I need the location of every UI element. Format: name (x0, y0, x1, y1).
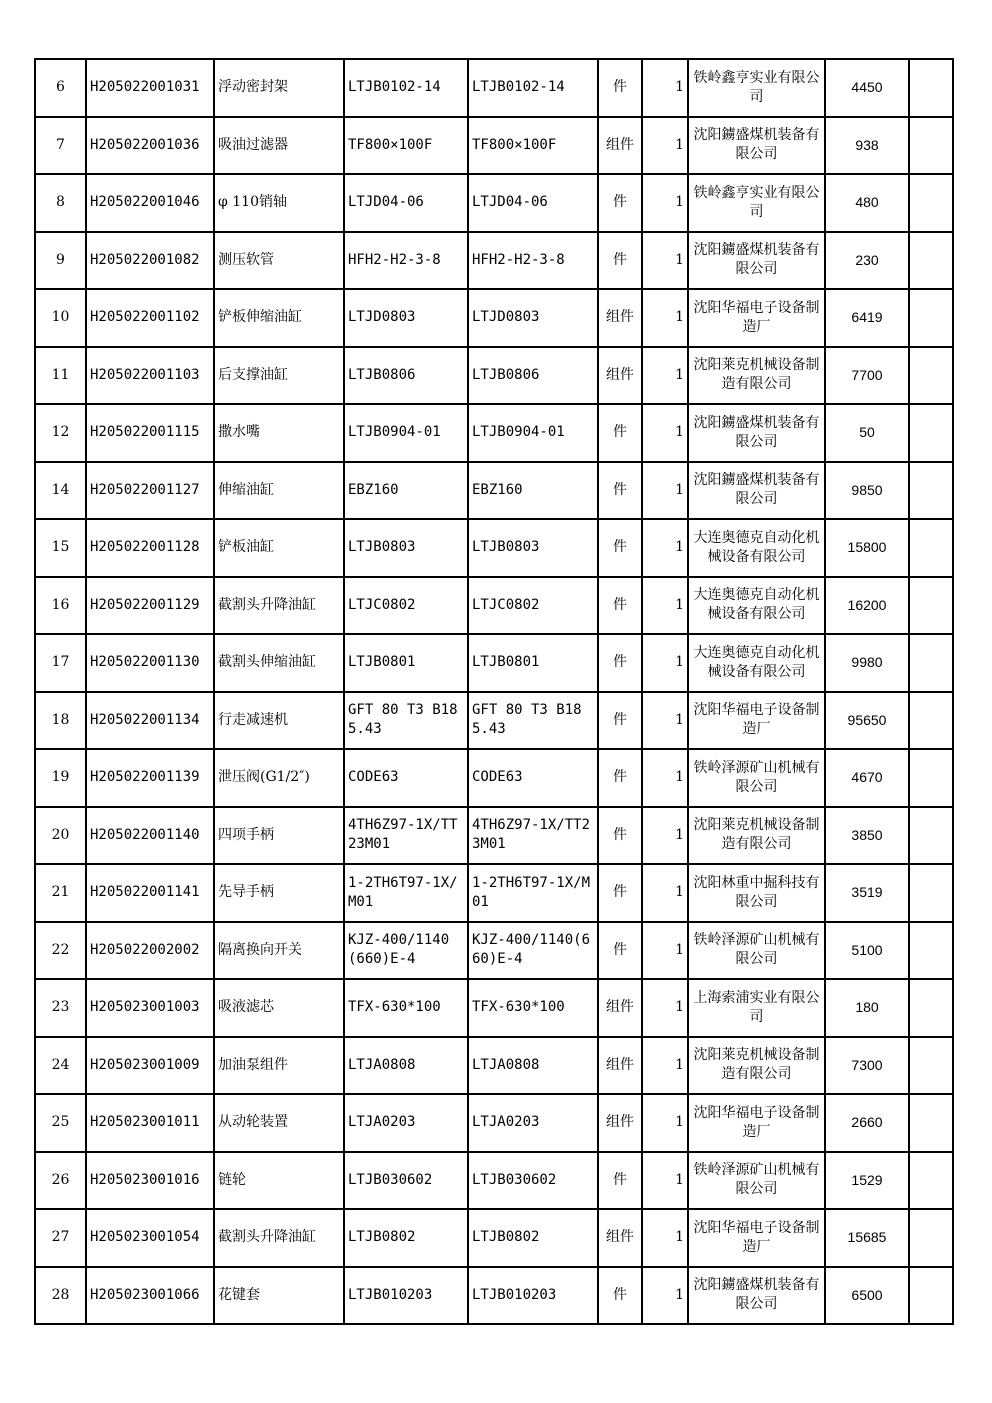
cell-supplier: 沈阳华福电子设备制造厂 (688, 1094, 825, 1152)
cell-remark (909, 117, 953, 175)
cell-remark (909, 864, 953, 922)
cell-quantity: 1 (642, 692, 688, 750)
cell-material-code: H205022001103 (86, 347, 214, 405)
cell-supplier: 铁岭鑫亨实业有限公司 (688, 174, 825, 232)
cell-spec-model: LTJB010203 (344, 1267, 468, 1325)
table-row (35, 979, 953, 1037)
table-row (35, 1267, 953, 1325)
cell-unit-price: 15685 (825, 1209, 909, 1267)
table-row (35, 347, 953, 405)
cell-spec-model: LTJB0803 (344, 519, 468, 577)
cell-part-name: 从动轮装置 (214, 1094, 344, 1152)
cell-material-code: H205022001031 (86, 59, 214, 117)
cell-remark (909, 1267, 953, 1325)
cell-part-name: 吸油过滤器 (214, 117, 344, 175)
cell-material-code: H205022001130 (86, 634, 214, 692)
cell-drawing-number: LTJD0803 (468, 289, 598, 347)
cell-drawing-number: HFH2-H2-3-8 (468, 232, 598, 290)
cell-row-number: 10 (35, 289, 86, 347)
cell-material-code: H205022001141 (86, 864, 214, 922)
cell-material-code: H205022001127 (86, 462, 214, 520)
table-row (35, 232, 953, 290)
cell-drawing-number: LTJA0203 (468, 1094, 598, 1152)
cell-supplier: 沈阳莱克机械设备制造有限公司 (688, 347, 825, 405)
cell-drawing-number: 4TH6Z97-1X/TT23M01 (468, 807, 598, 865)
cell-supplier: 铁岭泽源矿山机械有限公司 (688, 1152, 825, 1210)
cell-unit: 组件 (598, 289, 642, 347)
cell-supplier: 大连奥德克自动化机械设备有限公司 (688, 519, 825, 577)
cell-quantity: 1 (642, 634, 688, 692)
cell-unit-price: 230 (825, 232, 909, 290)
cell-part-name: 截割头伸缩油缸 (214, 634, 344, 692)
cell-drawing-number: LTJB030602 (468, 1152, 598, 1210)
cell-unit: 件 (598, 692, 642, 750)
cell-unit: 件 (598, 59, 642, 117)
cell-quantity: 1 (642, 807, 688, 865)
cell-spec-model: CODE63 (344, 749, 468, 807)
cell-quantity: 1 (642, 922, 688, 980)
parts-table (34, 58, 954, 1325)
cell-unit: 组件 (598, 979, 642, 1037)
cell-row-number: 8 (35, 174, 86, 232)
cell-part-name: 铲板伸缩油缸 (214, 289, 344, 347)
table-row (35, 174, 953, 232)
cell-supplier: 大连奥德克自动化机械设备有限公司 (688, 577, 825, 635)
cell-drawing-number: EBZ160 (468, 462, 598, 520)
cell-spec-model: LTJC0802 (344, 577, 468, 635)
cell-remark (909, 1094, 953, 1152)
cell-unit-price: 5100 (825, 922, 909, 980)
cell-spec-model: LTJB0801 (344, 634, 468, 692)
cell-row-number: 11 (35, 347, 86, 405)
cell-drawing-number: GFT 80 T3 B185.43 (468, 692, 598, 750)
cell-material-code: H205022001115 (86, 404, 214, 462)
cell-part-name: 隔离换向开关 (214, 922, 344, 980)
cell-supplier: 沈阳林重中掘科技有限公司 (688, 864, 825, 922)
cell-quantity: 1 (642, 519, 688, 577)
cell-unit: 件 (598, 634, 642, 692)
cell-quantity: 1 (642, 749, 688, 807)
table-row (35, 462, 953, 520)
cell-supplier: 沈阳鐪盛煤机装备有限公司 (688, 404, 825, 462)
cell-supplier: 沈阳华福电子设备制造厂 (688, 1209, 825, 1267)
cell-material-code: H205023001066 (86, 1267, 214, 1325)
cell-part-name: 花键套 (214, 1267, 344, 1325)
cell-material-code: H205022001140 (86, 807, 214, 865)
cell-part-name: 测压软管 (214, 232, 344, 290)
cell-material-code: H205022001134 (86, 692, 214, 750)
cell-part-name: 撒水嘴 (214, 404, 344, 462)
cell-row-number: 9 (35, 232, 86, 290)
table-row (35, 404, 953, 462)
cell-unit: 组件 (598, 117, 642, 175)
cell-drawing-number: LTJB0801 (468, 634, 598, 692)
table-row (35, 289, 953, 347)
cell-part-name: 后支撑油缸 (214, 347, 344, 405)
cell-material-code: H205022001036 (86, 117, 214, 175)
cell-spec-model: LTJB030602 (344, 1152, 468, 1210)
cell-remark (909, 922, 953, 980)
cell-unit: 组件 (598, 1209, 642, 1267)
cell-supplier: 沈阳莱克机械设备制造有限公司 (688, 807, 825, 865)
cell-unit-price: 7700 (825, 347, 909, 405)
cell-spec-model: 4TH6Z97-1X/TT23M01 (344, 807, 468, 865)
cell-spec-model: LTJD0803 (344, 289, 468, 347)
table-row (35, 1152, 953, 1210)
cell-part-name: 泄压阀(G1/2″) (214, 749, 344, 807)
cell-supplier: 沈阳鐪盛煤机装备有限公司 (688, 462, 825, 520)
cell-remark (909, 289, 953, 347)
cell-remark (909, 749, 953, 807)
cell-unit-price: 3519 (825, 864, 909, 922)
cell-supplier: 沈阳鐪盛煤机装备有限公司 (688, 232, 825, 290)
cell-unit: 件 (598, 174, 642, 232)
cell-row-number: 23 (35, 979, 86, 1037)
cell-unit-price: 9850 (825, 462, 909, 520)
cell-unit-price: 938 (825, 117, 909, 175)
cell-quantity: 1 (642, 462, 688, 520)
cell-supplier: 沈阳莱克机械设备制造有限公司 (688, 1037, 825, 1095)
cell-remark (909, 807, 953, 865)
cell-supplier: 大连奥德克自动化机械设备有限公司 (688, 634, 825, 692)
cell-quantity: 1 (642, 577, 688, 635)
cell-unit-price: 6500 (825, 1267, 909, 1325)
table-body (35, 59, 953, 1324)
cell-row-number: 26 (35, 1152, 86, 1210)
cell-remark (909, 519, 953, 577)
cell-material-code: H205023001016 (86, 1152, 214, 1210)
cell-part-name: 链轮 (214, 1152, 344, 1210)
cell-unit: 件 (598, 922, 642, 980)
cell-quantity: 1 (642, 1094, 688, 1152)
cell-unit: 组件 (598, 1094, 642, 1152)
table-row (35, 692, 953, 750)
cell-drawing-number: TF800×100F (468, 117, 598, 175)
cell-part-name: 截割头升降油缸 (214, 1209, 344, 1267)
cell-part-name: 行走减速机 (214, 692, 344, 750)
cell-unit: 件 (598, 462, 642, 520)
cell-unit-price: 95650 (825, 692, 909, 750)
cell-unit-price: 7300 (825, 1037, 909, 1095)
cell-part-name: 伸缩油缸 (214, 462, 344, 520)
table-row (35, 1209, 953, 1267)
table-row (35, 922, 953, 980)
cell-drawing-number: LTJB010203 (468, 1267, 598, 1325)
table-row (35, 117, 953, 175)
cell-drawing-number: TFX-630*100 (468, 979, 598, 1037)
cell-part-name: 铲板油缸 (214, 519, 344, 577)
cell-row-number: 6 (35, 59, 86, 117)
cell-unit-price: 2660 (825, 1094, 909, 1152)
cell-unit-price: 1529 (825, 1152, 909, 1210)
cell-unit-price: 6419 (825, 289, 909, 347)
cell-drawing-number: CODE63 (468, 749, 598, 807)
cell-remark (909, 577, 953, 635)
cell-unit-price: 4450 (825, 59, 909, 117)
cell-row-number: 14 (35, 462, 86, 520)
cell-quantity: 1 (642, 232, 688, 290)
cell-supplier: 铁岭泽源矿山机械有限公司 (688, 922, 825, 980)
cell-row-number: 17 (35, 634, 86, 692)
table-row (35, 519, 953, 577)
cell-row-number: 28 (35, 1267, 86, 1325)
cell-spec-model: EBZ160 (344, 462, 468, 520)
cell-remark (909, 59, 953, 117)
cell-remark (909, 634, 953, 692)
cell-quantity: 1 (642, 404, 688, 462)
cell-drawing-number: LTJD04-06 (468, 174, 598, 232)
cell-remark (909, 404, 953, 462)
cell-unit: 件 (598, 807, 642, 865)
cell-unit: 件 (598, 749, 642, 807)
cell-material-code: H205022001129 (86, 577, 214, 635)
table-row (35, 749, 953, 807)
cell-material-code: H205023001003 (86, 979, 214, 1037)
cell-part-name: 加油泵组件 (214, 1037, 344, 1095)
cell-drawing-number: LTJB0802 (468, 1209, 598, 1267)
cell-material-code: H205022001139 (86, 749, 214, 807)
cell-quantity: 1 (642, 347, 688, 405)
cell-unit: 组件 (598, 347, 642, 405)
cell-material-code: H205022001082 (86, 232, 214, 290)
cell-spec-model: GFT 80 T3 B185.43 (344, 692, 468, 750)
table-row (35, 807, 953, 865)
cell-part-name: φ 110销轴 (214, 174, 344, 232)
cell-quantity: 1 (642, 1037, 688, 1095)
cell-quantity: 1 (642, 59, 688, 117)
cell-quantity: 1 (642, 1152, 688, 1210)
cell-row-number: 7 (35, 117, 86, 175)
cell-material-code: H205023001054 (86, 1209, 214, 1267)
cell-row-number: 20 (35, 807, 86, 865)
cell-spec-model: TF800×100F (344, 117, 468, 175)
cell-drawing-number: LTJB0102-14 (468, 59, 598, 117)
cell-supplier: 铁岭鑫亨实业有限公司 (688, 59, 825, 117)
cell-spec-model: LTJD04-06 (344, 174, 468, 232)
cell-spec-model: TFX-630*100 (344, 979, 468, 1037)
cell-material-code: H205022001128 (86, 519, 214, 577)
cell-material-code: H205022001046 (86, 174, 214, 232)
cell-row-number: 16 (35, 577, 86, 635)
cell-unit-price: 50 (825, 404, 909, 462)
cell-remark (909, 1037, 953, 1095)
cell-drawing-number: LTJB0904-01 (468, 404, 598, 462)
cell-quantity: 1 (642, 864, 688, 922)
cell-supplier: 沈阳华福电子设备制造厂 (688, 692, 825, 750)
cell-material-code: H205023001009 (86, 1037, 214, 1095)
cell-row-number: 18 (35, 692, 86, 750)
cell-drawing-number: LTJB0803 (468, 519, 598, 577)
cell-material-code: H205022002002 (86, 922, 214, 980)
cell-spec-model: LTJB0802 (344, 1209, 468, 1267)
cell-spec-model: KJZ-400/1140(660)E-4 (344, 922, 468, 980)
cell-unit: 组件 (598, 1037, 642, 1095)
cell-unit-price: 3850 (825, 807, 909, 865)
cell-remark (909, 979, 953, 1037)
table-row (35, 577, 953, 635)
cell-supplier: 铁岭泽源矿山机械有限公司 (688, 749, 825, 807)
cell-remark (909, 174, 953, 232)
table-row (35, 864, 953, 922)
cell-row-number: 22 (35, 922, 86, 980)
cell-unit: 件 (598, 1267, 642, 1325)
cell-quantity: 1 (642, 1267, 688, 1325)
cell-quantity: 1 (642, 979, 688, 1037)
cell-drawing-number: KJZ-400/1140(660)E-4 (468, 922, 598, 980)
cell-spec-model: LTJA0808 (344, 1037, 468, 1095)
cell-unit: 件 (598, 577, 642, 635)
cell-remark (909, 1209, 953, 1267)
cell-spec-model: LTJB0904-01 (344, 404, 468, 462)
cell-spec-model: LTJA0203 (344, 1094, 468, 1152)
cell-spec-model: HFH2-H2-3-8 (344, 232, 468, 290)
cell-unit-price: 9980 (825, 634, 909, 692)
cell-row-number: 27 (35, 1209, 86, 1267)
cell-quantity: 1 (642, 1209, 688, 1267)
cell-spec-model: LTJB0102-14 (344, 59, 468, 117)
cell-unit: 件 (598, 404, 642, 462)
table-row (35, 634, 953, 692)
cell-drawing-number: LTJC0802 (468, 577, 598, 635)
cell-spec-model: 1-2TH6T97-1X/M01 (344, 864, 468, 922)
cell-quantity: 1 (642, 117, 688, 175)
cell-spec-model: LTJB0806 (344, 347, 468, 405)
cell-unit-price: 4670 (825, 749, 909, 807)
cell-drawing-number: LTJB0806 (468, 347, 598, 405)
cell-drawing-number: 1-2TH6T97-1X/M01 (468, 864, 598, 922)
cell-part-name: 截割头升降油缸 (214, 577, 344, 635)
cell-unit-price: 180 (825, 979, 909, 1037)
cell-material-code: H205022001102 (86, 289, 214, 347)
cell-quantity: 1 (642, 174, 688, 232)
cell-row-number: 12 (35, 404, 86, 462)
cell-supplier: 上海索浦实业有限公司 (688, 979, 825, 1037)
cell-supplier: 沈阳华福电子设备制造厂 (688, 289, 825, 347)
cell-row-number: 15 (35, 519, 86, 577)
cell-part-name: 先导手柄 (214, 864, 344, 922)
cell-supplier: 沈阳鐪盛煤机装备有限公司 (688, 1267, 825, 1325)
cell-remark (909, 232, 953, 290)
table-row (35, 1037, 953, 1095)
cell-supplier: 沈阳鐪盛煤机装备有限公司 (688, 117, 825, 175)
cell-drawing-number: LTJA0808 (468, 1037, 598, 1095)
cell-material-code: H205023001011 (86, 1094, 214, 1152)
cell-unit: 件 (598, 1152, 642, 1210)
cell-unit: 件 (598, 519, 642, 577)
cell-remark (909, 692, 953, 750)
cell-part-name: 四项手柄 (214, 807, 344, 865)
cell-unit-price: 15800 (825, 519, 909, 577)
cell-unit-price: 16200 (825, 577, 909, 635)
cell-part-name: 吸液滤芯 (214, 979, 344, 1037)
cell-row-number: 19 (35, 749, 86, 807)
table-row (35, 1094, 953, 1152)
cell-remark (909, 1152, 953, 1210)
table-row (35, 59, 953, 117)
cell-unit: 件 (598, 864, 642, 922)
cell-part-name: 浮动密封架 (214, 59, 344, 117)
cell-unit-price: 480 (825, 174, 909, 232)
cell-remark (909, 462, 953, 520)
cell-row-number: 21 (35, 864, 86, 922)
cell-quantity: 1 (642, 289, 688, 347)
cell-unit: 件 (598, 232, 642, 290)
cell-row-number: 25 (35, 1094, 86, 1152)
cell-row-number: 24 (35, 1037, 86, 1095)
cell-remark (909, 347, 953, 405)
